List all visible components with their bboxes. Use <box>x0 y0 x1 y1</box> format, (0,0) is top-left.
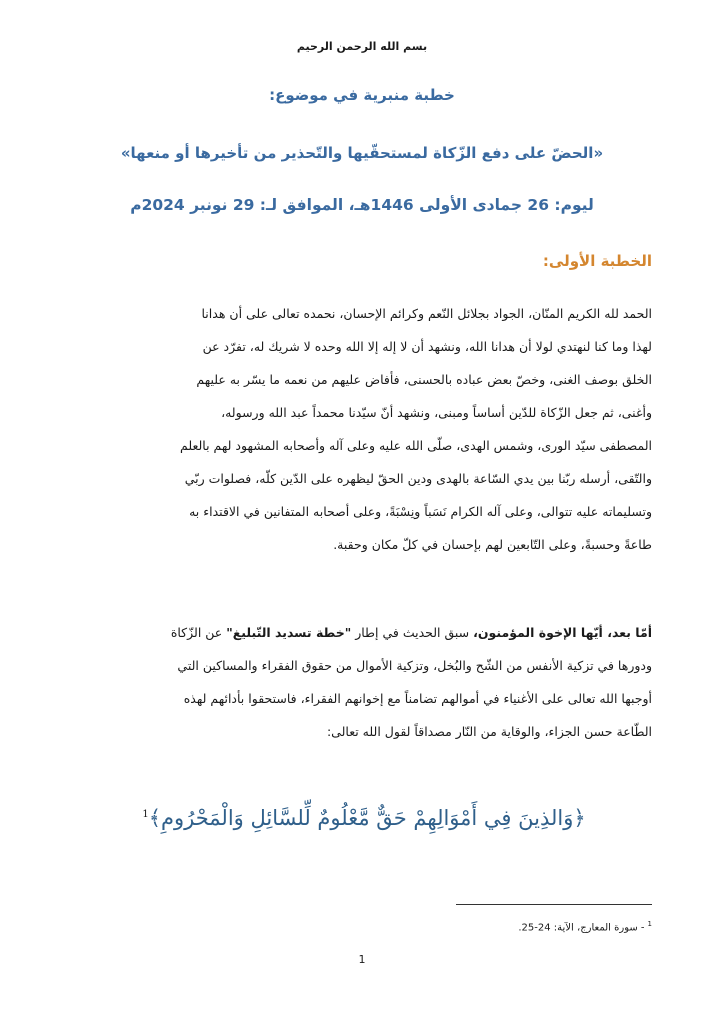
footnote <box>518 920 652 933</box>
text-line: لهذا وما كنا لنهتدي لولا أن هدانا الله، ونشهد أن لا إله إلا الله وحده لا شريك له، تفرّد عن <box>202 339 652 354</box>
text-fragment: سبق الحديث في إطار <box>351 625 474 640</box>
section-title: الخطبة الأولى: <box>542 252 652 270</box>
text-line: أوجبها الله تعالى على الأغنياء في أموالهم تضامناً مع إخوانهم الفقراء، فاستحقوا بأدائهم لهذه <box>183 691 652 706</box>
footnote-reference: 1 <box>142 809 149 820</box>
verse-text: ﴿وَالذِينَ فِي أَمْوَالِهِمْ حَقٌّ مَّعْلُومٌ لِّلسَّائِلِ وَالْمَحْرُومِ﴾ <box>148 806 586 830</box>
text-line <box>74 616 652 649</box>
text-line: طاعةً وحسبةً، وعلى التّابعين لهم بإحسان في كلّ مكان وحقبة. <box>333 537 652 552</box>
sermon-label: خطبة منبرية في موضوع: <box>269 86 455 104</box>
sermon-date: ليوم: 26 جمادى الأولى 1446هـ، الموافق لـ: 29 نونبر 2024م <box>130 196 594 214</box>
footnote-text: - سورة المعارج، الآية: 24-25. <box>518 922 645 934</box>
basmala: بسم الله الرحمن الرحيم <box>296 40 428 53</box>
sermon-title: «الحضّ على دفع الزّكاة لمستحقّيها والتّحذير من تأخيرها أو منعها» <box>120 144 604 162</box>
paragraph-opening <box>74 297 652 561</box>
quran-verse <box>0 806 724 830</box>
text-fragment: عن الزّكاة <box>170 625 227 640</box>
paragraph-main <box>74 616 652 748</box>
page-number: 1 <box>358 953 366 966</box>
text-line: والتّقى، أرسله ربّنا بين يدي السّاعة بالهدى ودين الحقّ ليظهره على الدّين كلّه، فصلوات ربّي <box>184 471 652 486</box>
footnote-number: 1 <box>647 920 652 928</box>
text-line: الخلق بوصف الغنى، وخصّ بعض عباده بالحسنى، فأفاض عليهم من نعمه ما يسّر به عليهم <box>196 372 652 387</box>
plan-name: "خطة تسديد التّبليغ" <box>226 625 352 640</box>
text-line: الحمد لله الكريم المنّان، الجواد بجلائل النّعم وكرائم الإحسان، نحمده تعالى على أن هدانا <box>201 306 652 321</box>
text-line: المصطفى سيّد الورى، وشمس الهدى، صلّى الله عليه وعلى آله وأصحابه المشهود لهم بالعلم <box>180 438 652 453</box>
text-line: ودورها في تزكية الأنفس من الشّح والبُخل، وتزكية الأموال من حقوق الفقراء والمساكين التي <box>177 658 652 673</box>
paragraph-lead: أمّا بعد، أيّها الإخوة المؤمنون، <box>473 625 652 640</box>
text-line: وأغنى، ثم جعل الزّكاة للدّين أساساً ومبنى، ونشهد أنّ سيّدنا محمداً عبد الله ورسوله، <box>221 405 652 420</box>
text-line: وتسليماته عليه تتوالى، وعلى آله الكرام نَسَباً ونِسْبَةً، وعلى أصحابه المتفانين في الاقتداء به <box>189 504 652 519</box>
text-line: الطّاعة حسن الجزاء، والوقاية من النّار مصداقاً لقول الله تعالى: <box>326 724 652 739</box>
footnote-divider <box>456 904 652 905</box>
